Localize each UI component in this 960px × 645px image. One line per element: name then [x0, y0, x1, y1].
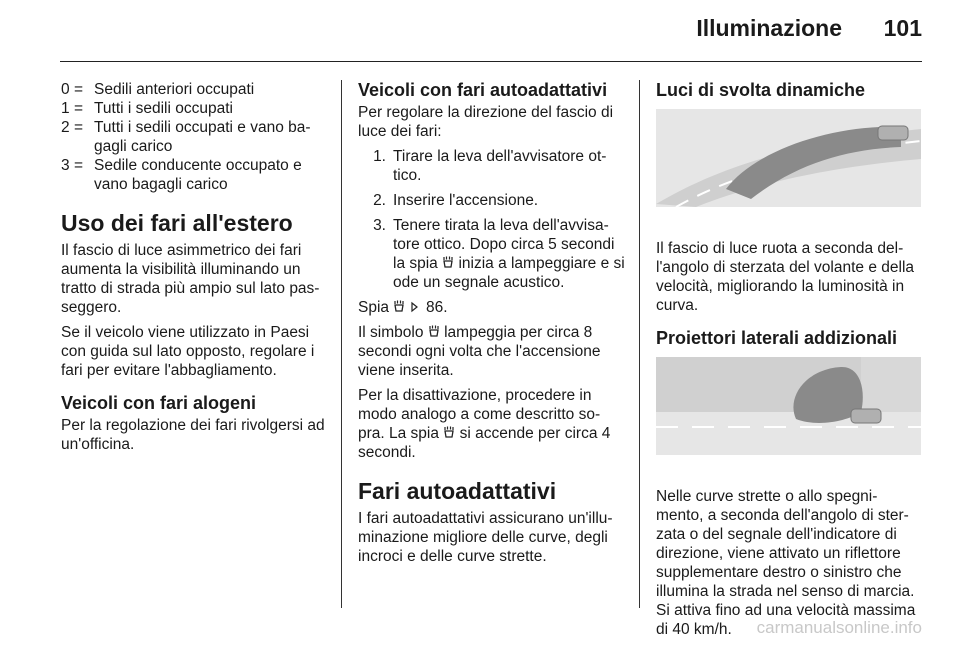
list-item: 0 = Sedili anteriori occupati: [61, 81, 255, 98]
paragraph: Spia 86.: [358, 299, 448, 316]
column-left: [61, 80, 329, 460]
paragraph: Nelle curve strette o allo spegni- mento, a seconda dell'angolo di ster- zata o del segnale dell'indicatore di direzione, viene attivato un riflettore supplementare destro o sinistro che illumina la strada nel senso di marcia. Si attiva fino ad una velocità massima di 40 km/h.: [656, 488, 916, 638]
heading-alogeni: Veicoli con fari alogeni: [61, 393, 257, 413]
heading-fari-autoadattativi: Fari autoadattativi: [358, 478, 557, 504]
page-number: 101: [883, 15, 922, 41]
column-middle: [358, 80, 628, 572]
paragraph: I fari autoadattativi assicurano un'illu- minazione migliore delle curve, degli incroci e delle curve strette.: [358, 510, 613, 565]
heading-proiettori: Proiettori laterali addizionali: [656, 328, 898, 348]
seat-load-list: [61, 80, 329, 194]
paragraph: Per regolare la direzione del fascio di luce dei fari:: [358, 104, 614, 140]
column-divider-2: [639, 80, 640, 608]
header-rule: [60, 61, 922, 62]
cornering-light-illustration: [656, 357, 921, 455]
dynamic-bending-light-illustration: [656, 109, 921, 207]
page-reference-icon: [410, 300, 422, 314]
paragraph: Se il veicolo viene utilizzato in Paesi con guida sul lato opposto, regolare i fari per evitare l'abbagliamento.: [61, 324, 315, 379]
column-right: [656, 80, 924, 645]
list-item: 3 = Sedile conducente occupato e vano bagagli carico: [61, 157, 302, 193]
paragraph: Il fascio di luce ruota a seconda del- l'angolo di sterzata del volante e della velocità, migliorando la luminosità in curva.: [656, 240, 915, 314]
headlight-warning-icon: [443, 426, 455, 440]
watermark: carmanualsonline.info: [756, 618, 922, 637]
heading-autoadattativi: Veicoli con fari autoadattativi: [358, 80, 608, 100]
steps-list: [358, 147, 628, 292]
list-item: 1. Tirare la leva dell'avvisatore ot- tico.: [373, 148, 607, 184]
headlight-warning-icon: [442, 256, 454, 270]
headlight-warning-icon: [428, 325, 440, 339]
list-item: 2 = Tutti i sedili occupati e vano ba- gagli carico: [61, 119, 311, 155]
paragraph: Per la disattivazione, procedere in modo analogo a come descritto so- pra. La spia si accende per circa 4 secondi.: [358, 387, 611, 461]
page-header-title: Illuminazione: [696, 15, 842, 41]
list-item: 1 = Tutti i sedili occupati: [61, 100, 233, 117]
list-item: 2. Inserire l'accensione.: [373, 192, 539, 209]
list-item: 3. Tenere tirata la leva dell'avvisa- tore ottico. Dopo circa 5 secondi la spia inizia a lampeggiare e si ode un segnale acustico.: [373, 217, 625, 291]
paragraph: Il simbolo lampeggia per circa 8 secondi ogni volta che l'accensione viene inserita.: [358, 324, 601, 379]
heading-luci-svolta: Luci di svolta dinamiche: [656, 80, 866, 100]
heading-estero: Uso dei fari all'estero: [61, 210, 293, 236]
paragraph: Per la regolazione dei fari rivolgersi ad un'officina.: [61, 417, 325, 453]
column-divider-1: [341, 80, 342, 608]
paragraph: Il fascio di luce asimmetrico dei fari aumenta la visibilità illuminando un tratto di strada più ampio sul lato pas- seggero.: [61, 242, 320, 316]
headlight-warning-icon: [393, 300, 405, 314]
